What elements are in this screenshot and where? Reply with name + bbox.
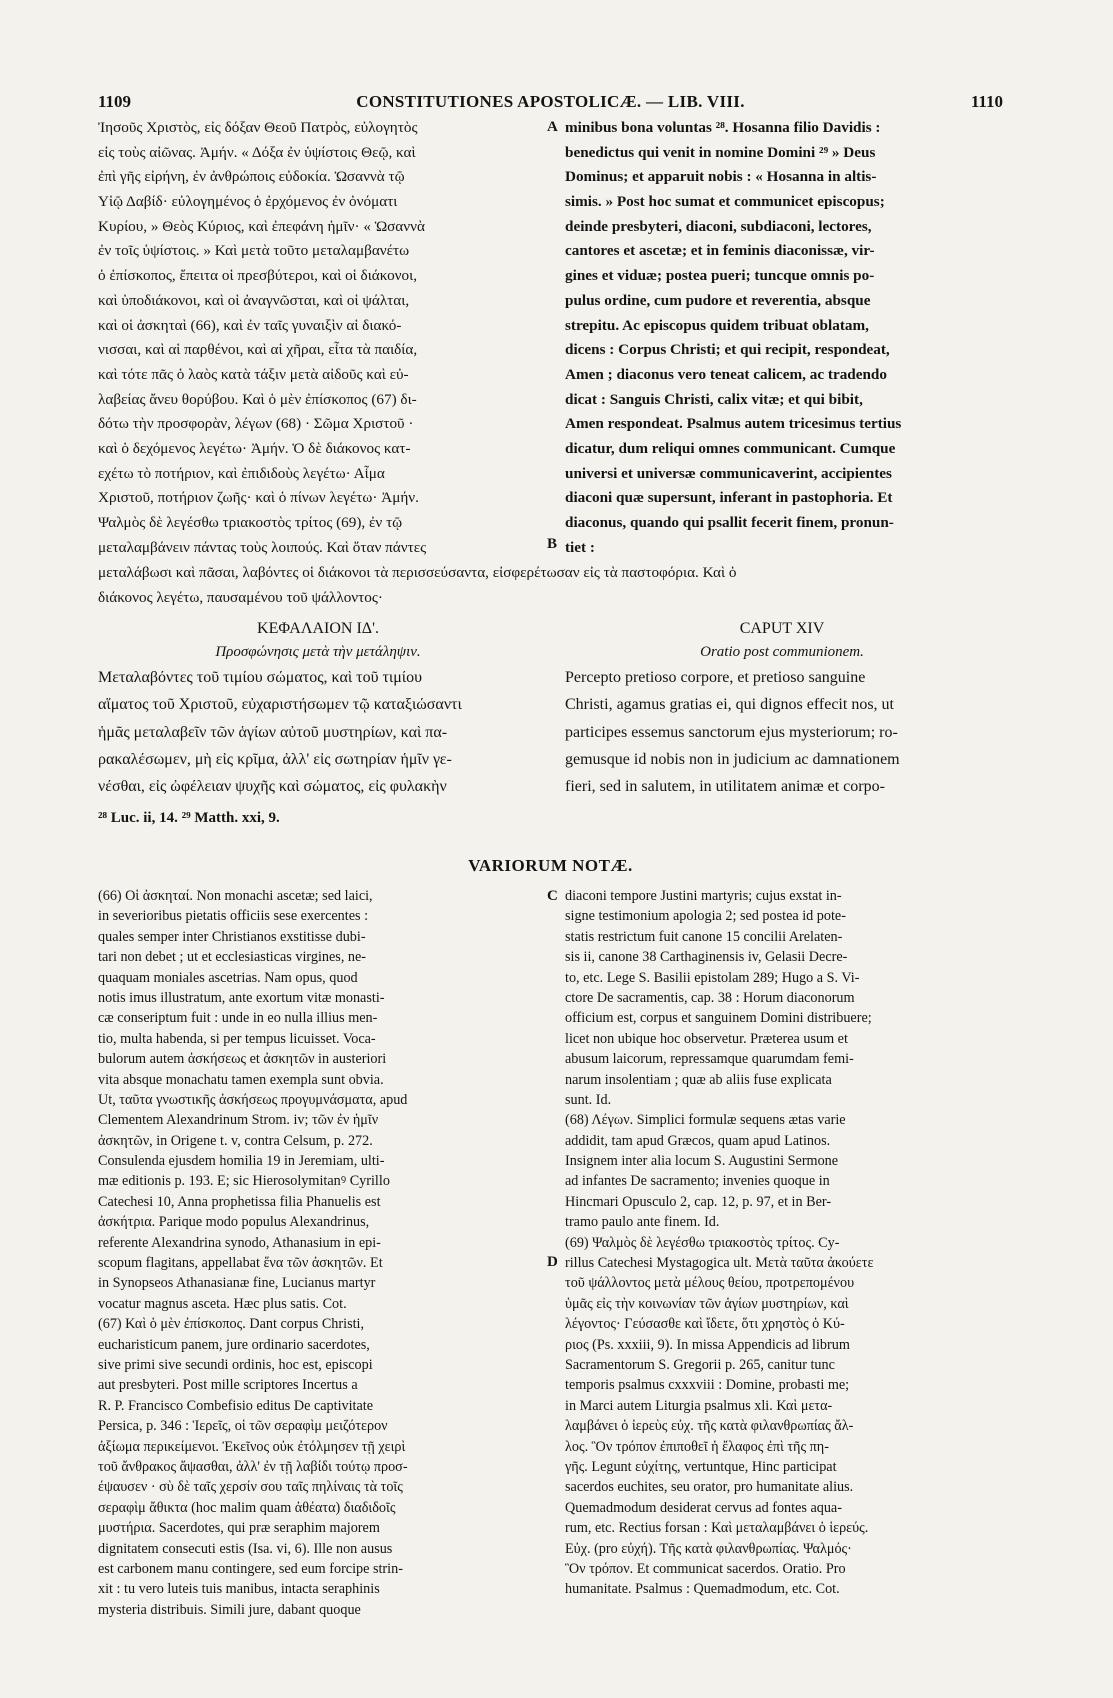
text-line: vocatur magnus asceta. Hæc plus satis. Cot. [98,1295,347,1312]
text-line: μεταλαμβάνειν πάντας τοὺς λοιπούς. Καὶ ὅταν πάντες [98,538,427,556]
text-line: λος. Ὃν τρόπον ἐπιποθεῖ ἡ ἔλαφος ἐπὶ τῆς πη- [565,1438,829,1455]
text-line: Catechesi 10, Anna prophetissa filia Phanuelis est [98,1193,381,1210]
text-line: tiet : [565,538,595,556]
text-line: ὑμᾶς εἰς τὴν κοινωνίαν τῶν ἁγίων μυστηρίων, καὶ [565,1295,849,1312]
text-line: Κυρίου, » Θεὸς Κύριος, καὶ ἐπεφάνη ἡμῖν· « Ὡσαννὰ [98,217,425,235]
text-line: dignitatem consecuti estis (Isa. vi, 6). Ille non ausus [98,1540,393,1557]
text-line: to, etc. Lege S. Basilii epistolam 289; Hugo a S. Vi- [565,969,860,986]
text-line: cantores et ascetæ; et in feminis diaconissæ, vir- [565,242,875,260]
text-line: (67) Καὶ ὁ μὲν ἐπίσκοπος. Dant corpus Christi, [98,1316,365,1333]
text-line: Dominus; et apparuit nobis : « Hosanna in altis- [565,168,877,186]
text-line: Insignem inter alia locum S. Augustini Sermone [565,1153,839,1170]
text-line: benedictus qui venit in nomine Domini ²⁹ » Deus [565,143,876,161]
greek-chapter-body [98,664,538,800]
latin-text-column [565,116,999,560]
text-line: Christi, agamus gratias ei, qui dignos effecit nos, ut [565,696,894,714]
page-number-left: 1109 [98,92,132,111]
text-line: sis ii, canone 38 Carthaginensis iv, Gelasii Decre- [565,949,848,966]
text-line: Εὐχ. (pro εὐχή). Τῆς κατὰ φιλανθρωπίας. Ψαλμός· [565,1540,852,1557]
text-line: ἐπὶ γῆς εἰρήνη, ἐν ἀνθρώποις εὐδοκία. Ὡσαννὰ τῷ [98,168,405,186]
text-line: ριος (Ps. xxxiii, 9). In missa Appendicis ad librum [565,1336,850,1353]
text-line: tramo paulo ante finem. Id. [565,1214,720,1231]
text-line: sacerdos euchites, seu orator, pro humanitate alius. [565,1479,854,1496]
text-line: μυστήρια. Sacerdotes, qui præ seraphim majorem [98,1520,380,1537]
text-line: Υἱῷ Δαβίδ· εὐλογημένος ὁ ἐρχόμενος ἐν ὀνόματι [98,193,398,211]
text-line: Ἰησοῦς Χριστὸς, εἰς δόξαν Θεοῦ Πατρὸς, εὐλογητὸς [98,119,418,136]
text-line: καὶ οἱ ἀσκηταὶ (66), καὶ ἐν ταῖς γυναιξὶν αἱ διακό- [98,316,402,334]
running-header [98,92,1003,114]
text-line: xit : tu vero luteis tuis manibus, intacta seraphinis [98,1581,380,1598]
text-line: λέγοντος· Γεύσασθε καὶ ἴδετε, ὅτι χρηστὸς ὁ Κύ- [565,1316,845,1333]
text-line: temporis psalmus cxxxviii : Domine, probasti me; [565,1377,850,1394]
text-line: quales semper inter Christianos exstitisse dubi- [98,928,366,945]
text-line: Ὃν τρόπον. Et communicat sacerdos. Oratio. Pro [565,1560,846,1577]
text-line: gemusque id nobis non in judicium ac damnationem [565,750,900,768]
text-line: Ψαλμὸς δὲ λεγέσθω τριακοστὸς τρίτος (69), ἐν τῷ [98,514,403,531]
text-line: σεραφὶμ ἄθικτα (hoc malim quam ἀθέατα) διαδιδοῖς [98,1499,396,1516]
running-title: CONSTITUTIONES APOSTOLICÆ. — LIB. VIII. [356,92,745,111]
text-line: Ut, ταῦτα γνωστικῆς ἀσκήσεως προγυμνάσματα, apud [98,1091,408,1108]
text-line: R. P. Francisco Combefisio editus De captivitate [98,1397,374,1414]
notes-right-column [565,886,999,1600]
margin-letter-b: B [547,536,558,552]
text-line: Consulenda ejusdem homilia 19 in Jeremiam, ulti- [98,1153,385,1170]
text-line: aut presbyteri. Post mille scriptores Incertus a [98,1377,358,1394]
text-line: bulorum autem ἀσκήσεως et ἀσκητῶν in austeriori [98,1051,387,1068]
text-line: tio, multa habenda, si per tempus licuisset. Voca- [98,1030,376,1047]
text-line: rum, etc. Rectius forsan : Καὶ μεταλαμβάνει ὁ ἱερεύς. [565,1520,869,1537]
text-line: αἵματος τοῦ Χριστοῦ, εὐχαριστήσωμεν τῷ καταξιώσαντι [98,696,462,714]
text-line: (69) Ψαλμὸς δὲ λεγέσθω τριακοστὸς τρίτος. Cy- [565,1234,840,1251]
text-line: γῆς. Legunt εὐχίτης, vertuntque, Hinc participat [565,1458,837,1475]
text-line: eucharisticum panem, jure ordinario sacerdotes, [98,1336,370,1353]
text-line: Persica, p. 346 : Ἱερεῖς, οἱ τῶν σεραφὶμ μειζότερον [98,1418,388,1435]
latin-chapter-body [565,664,999,800]
text-line: Percepto pretioso corpore, et pretioso sanguine [565,669,866,686]
text-line: ἀξίωμα περικείμενοι. Ἐκεῖνος οὐκ ἐτόλμησεν τῇ χειρὶ [98,1438,406,1455]
text-line: addidit, tam apud Græcos, quam apud Latinos. [565,1132,831,1149]
text-line: Hincmari Opusculo 2, cap. 12, p. 97, et in Ber- [565,1193,832,1210]
text-line: Χριστοῦ, ποτήριον ζωῆς· καὶ ὁ πίνων λεγέτω· Ἀμήν. [98,489,419,507]
margin-letter-a: A [547,119,558,135]
text-line: strepitu. Ac episcopus quidem tribuat oblatam, [565,316,869,334]
text-line: έψαυσεν · σὺ δὲ ταῖς χερσίν σου ταῖς πηλίναις τὰ τοῖς [98,1479,403,1496]
text-line: mysteria distribuis. Simili jure, dabant quoque [98,1601,361,1618]
text-line: ρακαλέσωμεν, μὴ εἰς κρῖμα, ἀλλ' εἰς σωτηρίαν ἡμῖν γε- [98,750,452,768]
text-line: licet non ubique hoc observetur. Præterea usum et [565,1030,848,1047]
text-line: fieri, sed in salutem, in utilitatem animæ et corpo- [565,778,885,796]
text-line: dicens : Corpus Christi; et qui recipit, respondeat, [565,341,890,359]
margin-letter-c: C [547,888,558,904]
text-line: λαβείας ἄνευ θορύβου. Καὶ ὁ μὲν ἐπίσκοπος (67) δι- [98,390,417,408]
text-line: participes essemus sanctorum ejus mysteriorum; ro- [565,723,898,741]
text-line: humanitate. Psalmus : Quemadmodum, etc. Cot. [565,1581,840,1598]
greek-text-full-width [98,561,1003,610]
text-line: δότω τὴν προσφορὰν, λέγων (68) · Σῶμα Χριστοῦ · [98,415,414,433]
text-line: (66) Οἱ ἀσκηταί. Non monachi ascetæ; sed laici, [98,888,373,904]
latin-chapter-heading: CAPUT XIV [739,620,825,637]
text-line: τοῦ ψάλλοντος μετὰ μέλους θείου, προτρεπομένου [565,1275,855,1292]
text-line: cæ conseriptum fuit : unde in eo nulla illius men- [98,1010,378,1027]
text-line: καὶ ὑποδιάκονοι, καὶ οἱ ἀναγνῶσται, καὶ οἱ ψάλται, [98,291,410,309]
text-line: mæ editionis p. 193. E; sic Hierosolymitanꝰ Cyrillo [98,1173,390,1190]
text-line: καὶ τότε πᾶς ὁ λαὸς κατὰ τάξιν μετὰ αἰδοῦς καὶ εὐ- [98,365,409,383]
text-line: scopum flagitans, appellabat ἕνα τῶν ἀσκητῶν. Et [98,1255,383,1272]
text-line: est carbonem manu contingere, sed eum forcipe strin- [98,1560,403,1577]
text-line: Clementem Alexandrinum Strom. iv; τῶν ἐν ἡμῖν [98,1112,379,1129]
text-line: διάκονος λεγέτω, παυσαμένου τοῦ ψάλλοντος· [98,588,383,606]
text-line: λαμβάνει ὁ ἱερεὺς εὐχ. τῆς κατὰ φιλανθρωπίας ἄλ- [565,1418,854,1435]
text-line: ὁ ἐπίσκοπος, ἔπειτα οἱ πρεσβύτεροι, καὶ οἱ διάκονοι, [98,267,418,285]
text-line: Μεταλαβόντες τοῦ τιμίου σώματος, καὶ τοῦ τιμίου [98,669,423,686]
text-line: simis. » Post hoc sumat et communicet episcopus; [565,193,885,211]
text-line: diaconi tempore Justini martyris; cujus exstat in- [565,888,842,904]
notes-heading: VARIORUM NOTÆ. [468,856,633,875]
text-line: ad infantes De sacramento; invenies quoque in [565,1173,830,1190]
text-line: narum insolentiam ; quæ ab aliis fuse explicata [565,1071,832,1088]
text-line: abusum laicorum, repressamque quarumdam femi- [565,1051,854,1068]
text-line: referente Alexandrina synodo, Athanasium in epi- [98,1234,381,1251]
latin-chapter [565,620,999,800]
text-line: notis imus illustratum, ante exortum vitæ monasti- [98,989,385,1006]
text-line: sunt. Id. [565,1091,612,1108]
text-line: νέσθαι, εἰς ὠφέλειαν ψυχῆς καὶ σώματος, εἰς φυλακὴν [98,778,447,796]
text-line: ἐν τοῖς ὑψίστοις. » Καὶ μετὰ τοῦτο μεταλαμβανέτω [98,242,410,260]
text-line: tari non debet ; ut et ecclesiasticas virgines, ne- [98,949,367,966]
text-line: rillus Catechesi Mystagogica ult. Μετὰ ταῦτα ἀκούετε [565,1255,874,1272]
text-line: sive primi sive secundi ordinis, hoc est, episcopi [98,1356,373,1373]
text-line: quaquam moniales ascetrias. Nam opus, quod [98,969,358,986]
text-line: dicat : Sanguis Christi, calix vitæ; et qui bibit, [565,390,863,408]
text-line: in Marci autem Liturgia psalmus xli. Καὶ μετα- [565,1397,833,1414]
page-number-right: 1110 [970,92,1003,111]
text-line: εχέτω τὸ ποτήριον, καὶ ἐπιδιδοὺς λεγέτω· Αἷμα [98,464,385,482]
greek-chapter-subheading: Προσφώνησις μετὰ τὴν μετάληψιν. [215,644,421,660]
text-line: ctore De sacramentis, cap. 38 : Horum diaconorum [565,989,855,1006]
greek-chapter-heading: ΚΕΦΑΛΑΙΟΝ ΙΔ'. [257,620,379,637]
text-line: Quemadmodum desiderat cervus ad fontes aqua- [565,1499,842,1516]
text-line: universi et universæ communicaverint, accipientes [565,464,892,482]
text-line: νισσαι, καὶ αἱ παρθένοι, καὶ αἱ χῆραι, εἶτα τὰ παιδία, [98,341,418,359]
text-line: officium est, corpus et sanguinem Domini distribuere; [565,1010,872,1027]
text-line: vita absque monachatu tamen exempla sunt obvia. [98,1071,384,1088]
text-line: diaconus, quando qui psallit fecerit finem, pronun- [565,514,894,531]
text-line: signe testimonium apologia 2; sed postea id pote- [565,908,846,925]
text-line: καὶ ὁ δεχόμενος λεγέτω· Ἀμήν. Ὁ δὲ διάκονος κατ- [98,439,411,457]
margin-letter-d: D [547,1254,558,1270]
text-line: εἰς τοὺς αἰῶνας. Ἀμήν. « Δόξα ἐν ὑψίστοις Θεῷ, καὶ [98,143,416,161]
text-line: τοῦ ἄνθρακος ἅψασθαι, ἀλλ' ἐν τῇ λαβίδι τούτῳ προσ- [98,1458,408,1475]
scripture-references: ²⁸ Luc. ii, 14. ²⁹ Matth. xxi, 9. [98,810,280,826]
text-line: ἀσκήτρια. Parique modo populus Alexandrinus, [98,1214,370,1231]
text-line: statis restrictum fuit canone 15 concilii Arelaten- [565,928,843,945]
text-line: Amen ; diaconus vero teneat calicem, ac tradendo [565,365,887,383]
greek-chapter [98,620,538,800]
text-line: μεταλάβωσι καὶ πᾶσαι, λαβόντες οἱ διάκονοι τὰ περισσεύσαντα, εἰσφερέτωσαν εἰς τὰ παστοφόρια. Καὶ ὁ [98,564,737,581]
latin-chapter-subheading: Oratio post communionem. [700,644,864,660]
text-line: dicatur, dum reliqui omnes communicant. Cumque [565,439,896,457]
text-line: ἀσκητῶν, in Origene t. v, contra Celsum, p. 272. [98,1132,373,1149]
greek-text-column [98,116,538,560]
text-line: minibus bona voluntas ²⁸. Hosanna filio Davidis : [565,119,881,136]
text-line: diaconi quæ supersunt, inferant in pastophoria. Et [565,489,893,507]
text-line: Amen respondeat. Psalmus autem tricesimus tertius [565,415,902,433]
text-line: in severioribus pietatis officiis sese exercentes : [98,908,369,925]
notes-left-column [98,886,538,1620]
text-line: in Synopseos Athanasianæ fine, Lucianus martyr [98,1275,376,1292]
text-line: Sacramentorum S. Gregorii p. 265, canitur tunc [565,1356,835,1373]
text-line: (68) Λέγων. Simplici formulæ sequens ætas varie [565,1112,846,1129]
text-line: ἡμᾶς μεταλαβεῖν τῶν ἁγίων αὐτοῦ μυστηρίων, καὶ πα- [98,723,448,741]
text-line: gines et viduæ; postea pueri; tuncque omnis po- [565,267,875,285]
text-line: pulus ordine, cum pudore et reverentia, absque [565,291,871,309]
text-line: deinde presbyteri, diaconi, subdiaconi, lectores, [565,217,872,235]
